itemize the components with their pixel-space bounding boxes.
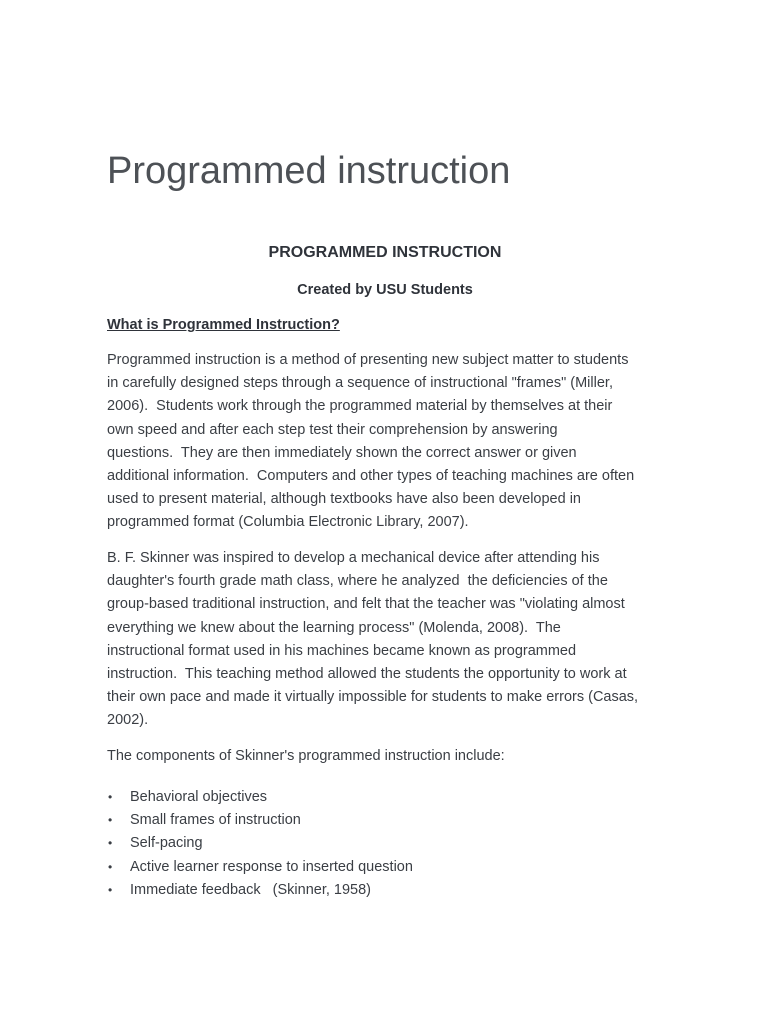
document-title: Programmed instruction — [107, 150, 511, 192]
list-item — [107, 856, 413, 879]
paragraph-line: B. F. Skinner was inspired to develop a mechanical device after attending his — [107, 550, 600, 566]
paragraph-skinner — [107, 547, 667, 733]
bullet-icon: • — [108, 859, 113, 874]
paragraph-line: The components of Skinner's programmed instruction include: — [107, 748, 505, 764]
paragraph-line: additional information. Computers and other types of teaching machines are often — [107, 468, 635, 485]
bullet-icon: • — [108, 790, 113, 804]
paragraph-line: Programmed instruction is a method of presenting new subject matter to students — [107, 352, 629, 368]
paragraph-line: in carefully designed steps through a sequence of instructional "frames" (Miller, — [107, 375, 613, 392]
author-line: Created by USU Students — [297, 282, 473, 298]
list-item-label: Small frames of instruction — [130, 812, 301, 829]
bullet-icon: • — [108, 882, 113, 897]
list-item — [107, 832, 413, 855]
list-item-label: Self-pacing — [130, 835, 203, 852]
paragraph-line: everything we knew about the learning process" (Molenda, 2008). The — [107, 619, 561, 636]
bullet-icon: • — [108, 836, 113, 851]
paragraph-components-intro — [107, 745, 667, 768]
list-item-label: Immediate feedback (Skinner, 1958) — [130, 881, 371, 898]
paragraph-line: group-based traditional instruction, and felt that the teacher was "violating almost — [107, 596, 625, 613]
list-item-label: Behavioral objectives — [130, 789, 268, 805]
paragraph-line: questions. They are then immediately shown the correct answer or given — [107, 444, 577, 461]
list-item — [107, 809, 413, 832]
paragraph-line: instructional format used in his machines became known as programmed — [107, 642, 577, 659]
list-item — [107, 786, 413, 809]
paragraph-line: instruction. This teaching method allowed the students the opportunity to work at — [107, 666, 627, 683]
paragraph-line: 2002). — [107, 712, 149, 729]
paragraph-line: programmed format (Columbia Electronic Library, 2007). — [107, 514, 469, 531]
question-heading: What is Programmed Instruction? — [107, 317, 340, 333]
list-item-label: Active learner response to inserted question — [130, 858, 413, 875]
paragraph-line: 2006). Students work through the programmed material by themselves at their — [107, 398, 613, 415]
paragraph-line: used to present material, although textbooks have also been developed in — [107, 491, 581, 508]
paragraph-line: daughter's fourth grade math class, where he analyzed the deficiencies of the — [107, 573, 608, 590]
paragraph-line: their own pace and made it virtually impossible for students to make errors (Casas, — [107, 689, 639, 706]
section-heading: PROGRAMMED INSTRUCTION — [268, 244, 502, 261]
bullet-icon: • — [108, 813, 113, 828]
components-list — [107, 786, 413, 902]
paragraph-intro — [107, 349, 667, 535]
list-item — [107, 879, 413, 902]
paragraph-line: own speed and after each step test their comprehension by answering — [107, 421, 558, 438]
